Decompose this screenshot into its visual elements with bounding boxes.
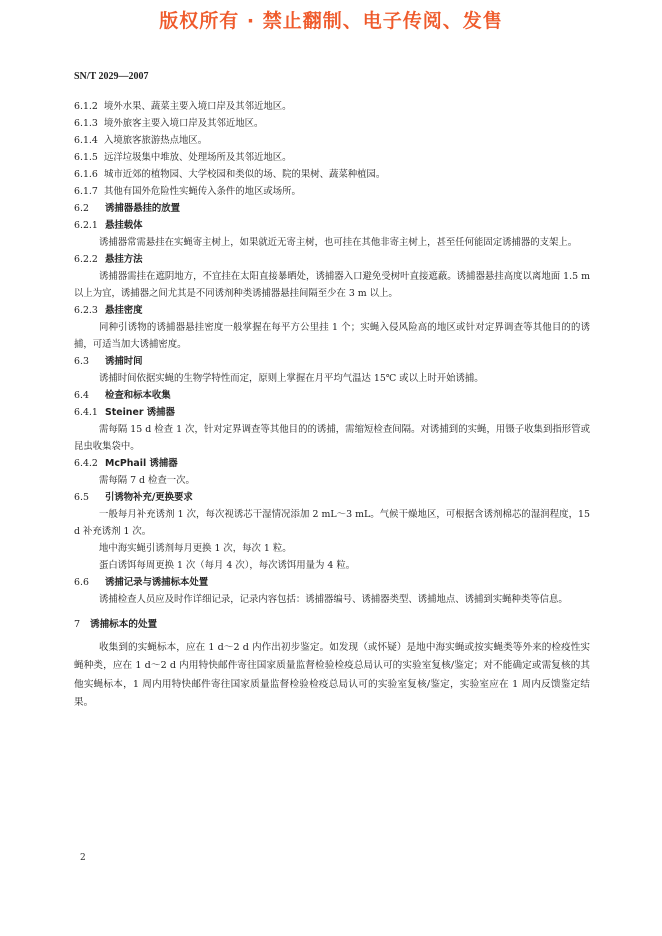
section-heading-6-4-1: 6.4.1 Steiner 诱捕器 xyxy=(74,407,175,418)
section-body-6-6: 诱捕检查人员应及时作详细记录，记录内容包括：诱捕器编号、诱捕器类型、诱捕地点、诱捕到实蝇种类等信息。 xyxy=(99,594,568,605)
list-item: 6.1.3 境外旅客主要入境口岸及其邻近地区。 xyxy=(74,118,264,129)
page-number: 2 xyxy=(80,853,86,863)
section-heading-6-2-3: 6.2.3 悬挂密度 xyxy=(74,305,143,316)
document-body xyxy=(74,98,590,713)
section-heading-6-3: 6.3 诱捕时间 xyxy=(74,356,143,367)
copyright-watermark: 版权所有 · 禁止翻制、电子传阅、发售 xyxy=(159,10,503,32)
section-body-6-3: 诱捕时间依据实蝇的生物学特性而定，原则上掌握在月平均气温达 15℃ 或以上时开始诱捕。 xyxy=(99,373,484,384)
section-body-6-4-2: 需每隔 7 d 检查一次。 xyxy=(99,475,195,486)
section-body-6-2-3: 同种引诱物的诱捕器悬挂密度一般掌握在每平方公里挂 1 个；实蝇入侵风险高的地区或针对定界调查等其他目的的诱捕，可适当加大诱捕密度。 xyxy=(74,322,590,350)
section-heading-6-4-2: 6.4.2 McPhail 诱捕器 xyxy=(74,458,178,469)
section-body-7: 收集到的实蝇标本，应在 1 d～2 d 内作出初步鉴定。如发现（或怀疑）是地中海实蝇或按实蝇类等外来的检疫性实蝇种类，应在 1 d～2 d 内用特快邮件寄往国家质量监督检验检疫总局认可的实验室复核/鉴定；对不能确定或需复核的其他实蝇标本，1 周内用特快邮件寄往国家质量监督检验检疫总局认可的实验室复核/鉴定，实验室应在 1 周内反馈鉴定结果。 xyxy=(74,641,590,708)
section-heading-6-4: 6.4 检查和标本收集 xyxy=(74,390,171,401)
section-heading-6-2-1: 6.2.1 悬挂载体 xyxy=(74,220,143,231)
section-body-6-4-1: 需每隔 15 d 检查 1 次，针对定界调查等其他目的的诱捕，需缩短检查间隔。对诱捕到的实蝇，用镊子收集到指形管或昆虫收集袋中。 xyxy=(74,424,590,452)
section-body-6-5: 一般每月补充诱剂 1 次，每次视诱芯干湿情况添加 2 mL～3 mL。气候干燥地区，可根据含诱剂棉芯的湿润程度，15 d 补充诱剂 1 次。 xyxy=(74,509,590,537)
list-item: 6.1.4 入境旅客旅游热点地区。 xyxy=(74,135,208,146)
section-heading-7: 7 诱捕标本的处置 xyxy=(74,619,158,630)
section-body-6-2-2: 诱捕器需挂在遮阴地方，不宜挂在太阳直接暴晒处，诱捕器入口避免受树叶直接遮蔽。诱捕器悬挂高度以离地面 1.5 m 以上为宜，诱捕器之间尤其是不同诱剂种类诱捕器悬挂间隔至少在 3 m 以上。 xyxy=(74,271,590,299)
list-item: 6.1.7 其他有国外危险性实蝇传入条件的地区或场所。 xyxy=(74,186,301,197)
section-heading-6-2-2: 6.2.2 悬挂方法 xyxy=(74,254,143,265)
list-item: 6.1.2 境外水果、蔬菜主要入境口岸及其邻近地区。 xyxy=(74,101,292,112)
section-heading-6-5: 6.5 引诱物补充/更换要求 xyxy=(74,492,193,503)
section-body-6-2-1: 诱捕器常需悬挂在实蝇寄主树上，如果就近无寄主树，也可挂在其他非寄主树上，甚至任何能固定诱捕器的支架上。 xyxy=(99,237,578,248)
section-heading-6-2: 6.2 诱捕器悬挂的放置 xyxy=(74,203,181,214)
section-line-6-5-b: 蛋白诱饵每周更换 1 次（每月 4 次），每次诱饵用量为 4 粒。 xyxy=(99,560,356,571)
standard-number-header: SN/T 2029—2007 xyxy=(74,71,149,82)
section-heading-6-6: 6.6 诱捕记录与诱捕标本处置 xyxy=(74,577,209,588)
list-item: 6.1.5 远洋垃圾集中堆放、处理场所及其邻近地区。 xyxy=(74,152,292,163)
list-item: 6.1.6 城市近郊的植物园、大学校园和类似的场、院的果树、蔬菜种植园。 xyxy=(74,169,386,180)
section-line-6-5-a: 地中海实蝇引诱剂每月更换 1 次，每次 1 粒。 xyxy=(99,543,292,554)
